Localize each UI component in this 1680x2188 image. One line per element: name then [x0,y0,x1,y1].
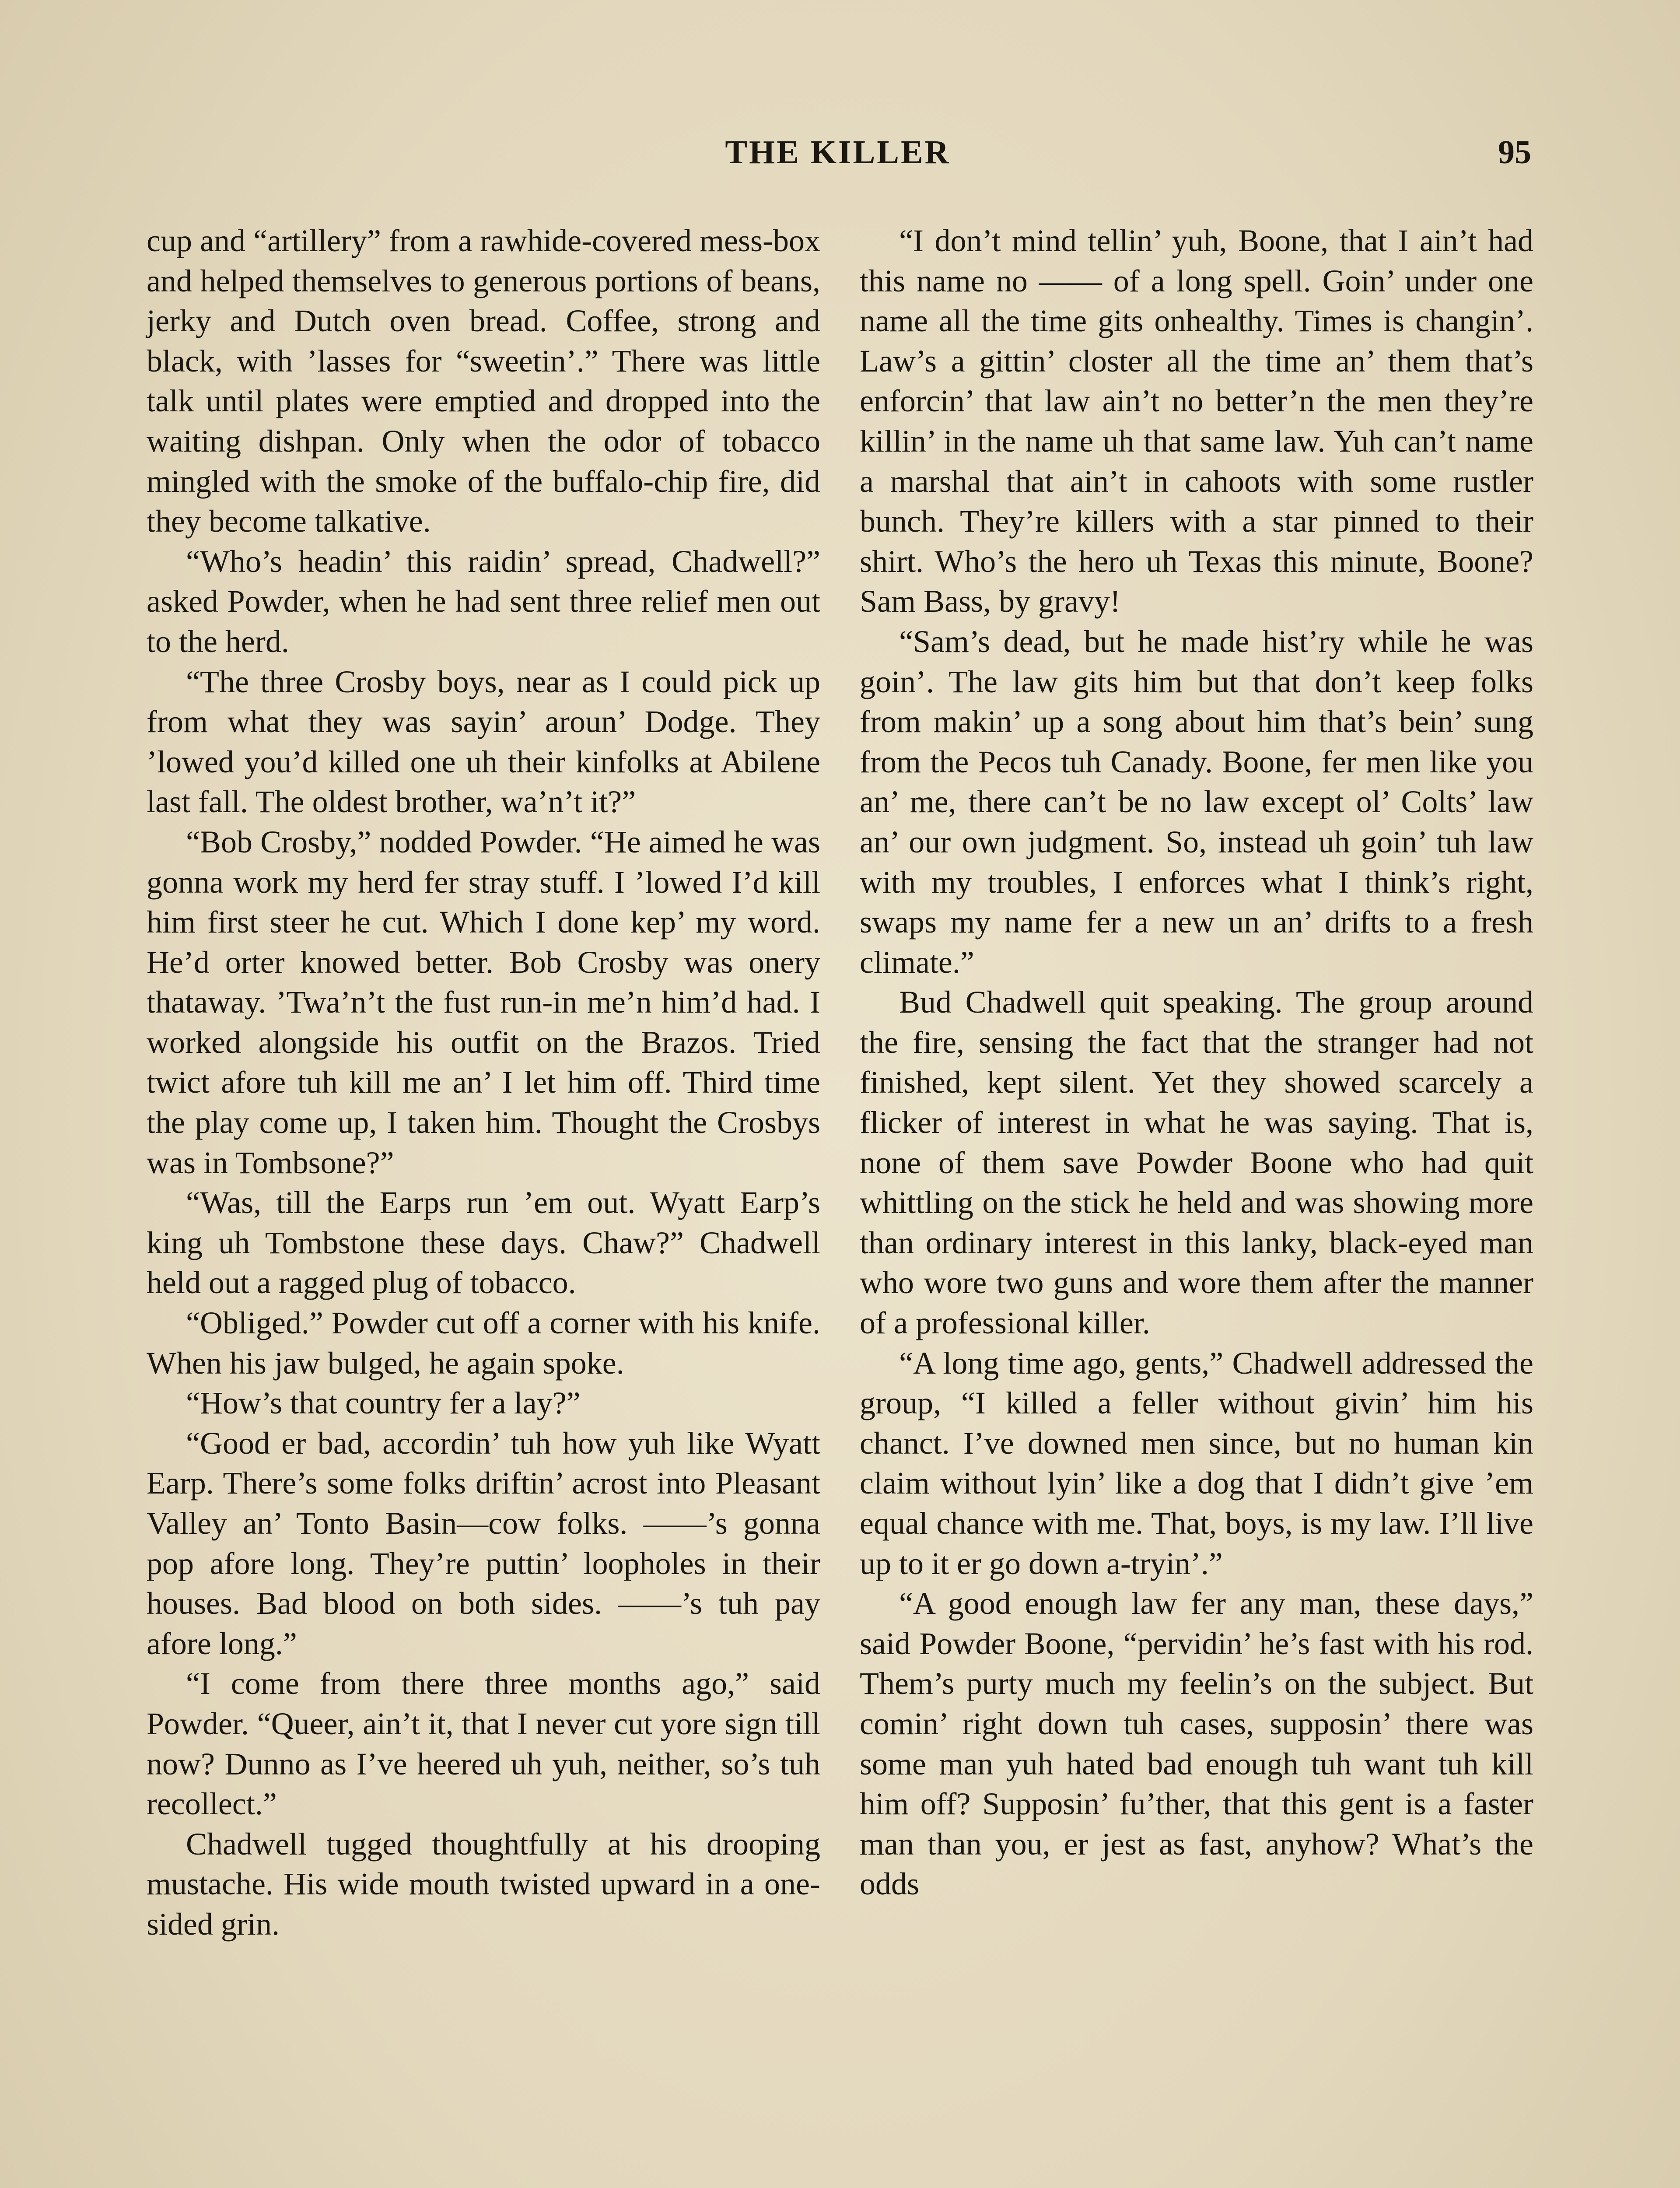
paragraph: Chadwell tugged thoughtfully at his drooping mustache. His wide mouth twisted upward in a one-sided grin. [147,1826,820,1942]
paragraph: cup and “artillery” from a rawhide-covered mess-box and helped themselves to generous portions of beans, jerky and Dutch oven bread. Coffee, strong and black, with ’lasses for “sweetin’.” There was little talk until plates were emptied and dropped into the waiting dishpan. Only when the odor of tobacco mingled with the smoke of the buffalo-chip fire, did they become talkative. [147,223,820,539]
paragraph: “Who’s headin’ this raidin’ spread, Chadwell?” asked Powder, when he had sent three relief men out to the herd. [147,543,820,659]
running-title: THE KILLER [725,134,951,171]
paragraph: Bud Chadwell quit speaking. The group around the fire, sensing the fact that the stranger had not finished, kept silent. Yet they showed scarcely a flicker of interest in what he was saying. That is, none of them save Powder Boone who had quit whittling on the stick he held and was showing more than ordinary interest in this lanky, black-eyed man who wore two guns and wore them after the manner of a professional killer. [860,985,1533,1341]
page-number: 95 [1498,134,1531,171]
left-column [147,221,820,1945]
paragraph: “Obliged.” Powder cut off a corner with his knife. When his jaw bulged, he again spoke. [147,1305,820,1381]
paragraph: “How’s that country fer a lay?” [186,1385,581,1421]
paragraph: “I come from there three months ago,” said Powder. “Queer, ain’t it, that I never cut yore sign till now? Dunno as I’ve heered uh yuh, neither, so’s tuh recollect.” [147,1666,820,1822]
paragraph: “Was, till the Earps run ’em out. Wyatt Earp’s king uh Tombstone these days. Chaw?” Chadwell held out a ragged plug of tobacco. [147,1185,820,1301]
paragraph: “A long time ago, gents,” Chadwell addressed the group, “I killed a feller without givin’ him his chanct. I’ve downed men since, but no human kin claim without lyin’ like a dog that I didn’t give ’em equal chance with me. That, boys, is my law. I’ll live up to it er go down a-tryin’.” [860,1345,1533,1581]
paragraph: “Bob Crosby,” nodded Powder. “He aimed he was gonna work my herd fer stray stuff. I ’lowed I’d kill him first steer he cut. Which I done kep’ my word. He’d orter knowed better. Bob Crosby was onery thataway. ’Twa’n’t the fust run-in me’n him’d had. I worked alongside his outfit on the Brazos. Tried twict afore tuh kill me an’ I let him off. Third time the play come up, I taken him. Thought the Crosbys was in Tombsone?” [147,824,820,1180]
paragraph: “Sam’s dead, but he made hist’ry while he was goin’. The law gits him but that don’t keep folks from makin’ up a song about him that’s bein’ sung from the Pecos tuh Canady. Boone, fer men like you an’ me, there can’t be no law except ol’ Colts’ law an’ our own judgment. So, instead uh goin’ tuh law with my troubles, I enforces what I think’s right, swaps my name fer a new un an’ drifts to a fresh climate.” [860,624,1533,980]
right-column [860,221,1533,1904]
paragraph: “A good enough law fer any man, these days,” said Powder Boone, “pervidin’ he’s fast with his rod. Them’s purty much my feelin’s on the subject. But comin’ right down tuh cases, supposin’ there was some man yuh hated bad enough tuh want tuh kill him off? Supposin’ fu’ther, that this gent is a faster man than you, er jest as fast, anyhow? What’s the odds [860,1586,1533,1902]
page-header [144,125,1531,186]
paragraph: “I don’t mind tellin’ yuh, Boone, that I ain’t had this name no —— of a long spell. Goin’ under one name all the time gits onhealthy. Times is changin’. Law’s a gittin’ closter all the time an’ them that’s enforcin’ that law ain’t no better’n the men they’re killin’ in the name uh that same law. Yuh can’t name a marshal that ain’t in cahoots with some rustler bunch. They’re killers with a star pinned to their shirt. Who’s the hero uh Texas this minute, Boone? Sam Bass, by gravy! [860,223,1533,619]
paragraph: “Good er bad, accordin’ tuh how yuh like Wyatt Earp. There’s some folks driftin’ acrost into Pleasant Valley an’ Tonto Basin—cow folks. ——’s gonna pop afore long. They’re puttin’ loopholes in their houses. Bad blood on both sides. ——’s tuh pay afore long.” [147,1425,820,1661]
paragraph: “The three Crosby boys, near as I could pick up from what they was sayin’ aroun’ Dodge. They ’lowed you’d killed one uh their kinfolks at Abilene last fall. The oldest brother, wa’n’t it?” [147,664,820,820]
